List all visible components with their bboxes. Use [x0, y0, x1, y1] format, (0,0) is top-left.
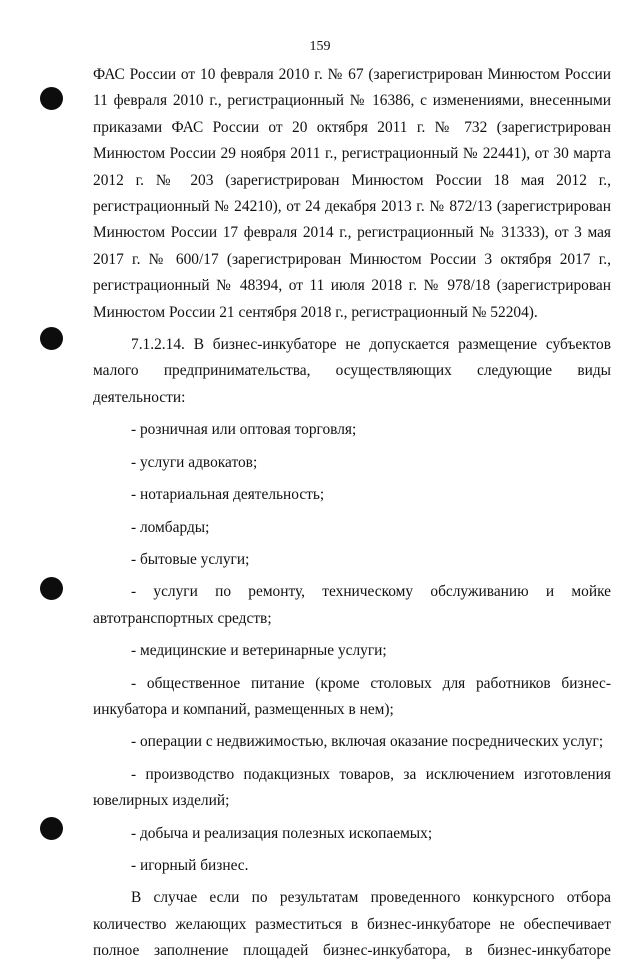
list-item: - розничная или оптовая торговля;	[131, 421, 357, 439]
paragraph: В случае если по результатам проведенного конкурсного отбора количество желающих разместиться в бизнес-инкубаторе не обеспечивает полное заполнение площадей бизнес-инкубатора, в бизнес-инкубаторе	[93, 889, 611, 960]
list-item: - услуги адвокатов;	[131, 453, 258, 471]
punch-hole-mark	[40, 577, 63, 600]
list-item: - услуги по ремонту, техническому обслуживанию и мойке автотранспортных средств;	[93, 583, 611, 627]
list-item: - нотариальная деятельность;	[131, 486, 325, 504]
list-item: - добыча и реализация полезных ископаемых;	[131, 824, 433, 842]
paragraph: ФАС России от 10 февраля 2010 г. № 67 (зарегистрирован Минюстом России 11 февраля 2010 г., регистрационный № 16386, с изменениями, внесенными приказами ФАС России от 20 октября 2011 г. № 732 (зарегистрирован Минюстом России 29 ноября 2011 г., регистрационный № 22441), от 30 марта 2012 г. № 203 (зарегистрирован Минюстом России 18 мая 2012 г., регистрационный № 24210), от 24 декабря 2013 г. № 872/13 (зарегистрирован Минюстом России 17 февраля 2014 г., регистрационный № 31333), от 3 мая 2017 г. № 600/17 (зарегистрирован Минюстом России 3 октября 2017 г., регистрационный № 48394, от 11 июля 2018 г. № 978/18 (зарегистрирован Минюстом России 21 сентября 2018 г., регистрационный № 52204).	[93, 66, 611, 321]
page-number: 159	[309, 39, 331, 54]
list-item: - операции с недвижимостью, включая оказание посреднических услуг;	[131, 733, 604, 751]
list-item: - общественное питание (кроме столовых для работников бизнес-инкубатора и компаний, размещенных в нем);	[93, 674, 611, 718]
list-item: - бытовые услуги;	[131, 550, 250, 568]
list-item: - медицинские и ветеринарные услуги;	[131, 642, 387, 660]
punch-hole-mark	[40, 87, 63, 110]
punch-hole-mark	[40, 327, 63, 350]
punch-hole-mark	[40, 817, 63, 840]
list-item: - ломбарды;	[131, 518, 210, 536]
document-body	[93, 62, 611, 965]
paragraph: 7.1.2.14. В бизнес-инкубаторе не допускается размещение субъектов малого предпринимательства, осуществляющих следующие виды деятельности:	[93, 336, 611, 406]
list-item: - производство подакцизных товаров, за исключением изготовления ювелирных изделий;	[93, 765, 611, 810]
list-item: - игорный бизнес.	[131, 856, 249, 874]
